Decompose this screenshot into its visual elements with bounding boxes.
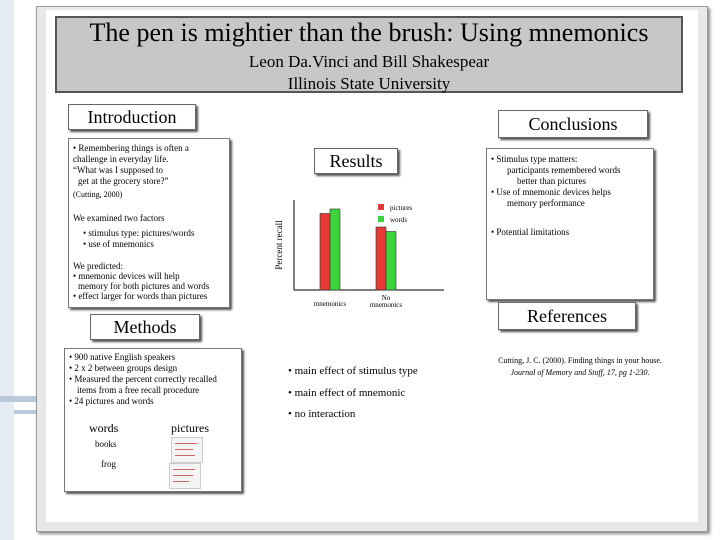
introduction-heading: Introduction: [68, 104, 196, 130]
left-decor-dash-2: [14, 410, 36, 414]
intro-text-2: “What was I supposed to: [73, 165, 163, 175]
bar-pictures-0: [320, 214, 330, 291]
left-decor-stripe: [0, 0, 14, 540]
methods-item-3b: items from a free recall procedure: [77, 385, 200, 395]
poster-title: The pen is mightier than the brush: Using mnemonics: [89, 18, 649, 47]
title-block: [55, 16, 683, 93]
results-heading: Results: [314, 148, 398, 174]
methods-item-3: • Measured the percent correctly recalled: [69, 374, 217, 384]
reference-line-2: Journal of Memory and Stuff, 17, pg 1-230.: [510, 368, 650, 377]
reference-line-1: Cutting, J. C. (2000). Finding things in your house.: [498, 356, 662, 365]
x-tick-label-0: mnemonics: [313, 300, 347, 308]
methods-word-example-2: frog: [101, 459, 116, 469]
left-decor-dash: [0, 396, 36, 402]
intro-prediction-1: • mnemonic devices will help: [73, 271, 180, 281]
references-heading: References: [498, 302, 636, 330]
methods-word-example-1: books: [95, 439, 117, 449]
result-stat-3: • no interaction: [288, 408, 356, 420]
intro-factors: We examined two factors: [73, 213, 165, 223]
legend-swatch-pictures: [378, 204, 384, 210]
methods-panel: [64, 348, 242, 492]
conclusion-1: • Stimulus type matters:: [491, 154, 578, 164]
intro-prediction-2: • effect larger for words than pictures: [73, 291, 208, 301]
poster-authors: Leon Da.Vinci and Bill Shakespear: [248, 52, 490, 71]
picture-thumbnail-1: [171, 437, 203, 463]
legend-swatch-words: [378, 216, 384, 222]
intro-predicted: We predicted:: [73, 261, 124, 271]
results-chart: [270, 196, 450, 316]
intro-citation: (Cutting, 2000): [73, 190, 123, 199]
conclusions-panel: [486, 148, 654, 300]
intro-text-3: get at the grocery store?”: [78, 176, 169, 186]
methods-item-1: • 900 native English speakers: [69, 352, 176, 362]
x-tick-label-1: No mnemonics: [369, 294, 403, 309]
methods-item-4: • 24 pictures and words: [69, 396, 154, 406]
methods-words-label: words: [89, 421, 119, 435]
methods-heading: Methods: [90, 314, 200, 340]
chart-y-axis-label: Percent recall: [274, 220, 284, 270]
conclusion-3: • Potential limitations: [491, 227, 570, 237]
conclusion-2b: memory performance: [507, 198, 585, 208]
reference-entry: [490, 355, 670, 379]
legend-label-pictures: pictures: [390, 204, 413, 212]
bar-words-0: [330, 209, 340, 290]
bar-words-1: [386, 232, 396, 291]
intro-factor-2: • use of mnemonics: [83, 239, 154, 249]
result-stat-2: • main effect of mnemonic: [288, 387, 406, 399]
legend-label-words: words: [390, 216, 408, 224]
intro-text-1: • Remembering things is often a challenge in everyday life.: [73, 143, 189, 164]
picture-thumbnail-2: [169, 463, 201, 489]
conclusion-1b: participants remembered words: [507, 165, 621, 175]
conclusion-2: • Use of mnemonic devices helps: [491, 187, 611, 197]
intro-factor-1: • stimulus type: pictures/words: [83, 228, 195, 238]
conclusions-heading: Conclusions: [498, 110, 648, 138]
intro-prediction-1b: memory for both pictures and words: [78, 281, 210, 291]
result-stat-1: • main effect of stimulus type: [288, 365, 418, 377]
methods-pictures-label: pictures: [171, 421, 209, 435]
introduction-panel: [68, 138, 230, 308]
bar-pictures-1: [376, 227, 386, 290]
poster-university: Illinois State University: [287, 74, 451, 93]
methods-item-2: • 2 x 2 between groups design: [69, 363, 178, 373]
conclusion-1c: better than pictures: [517, 176, 586, 186]
